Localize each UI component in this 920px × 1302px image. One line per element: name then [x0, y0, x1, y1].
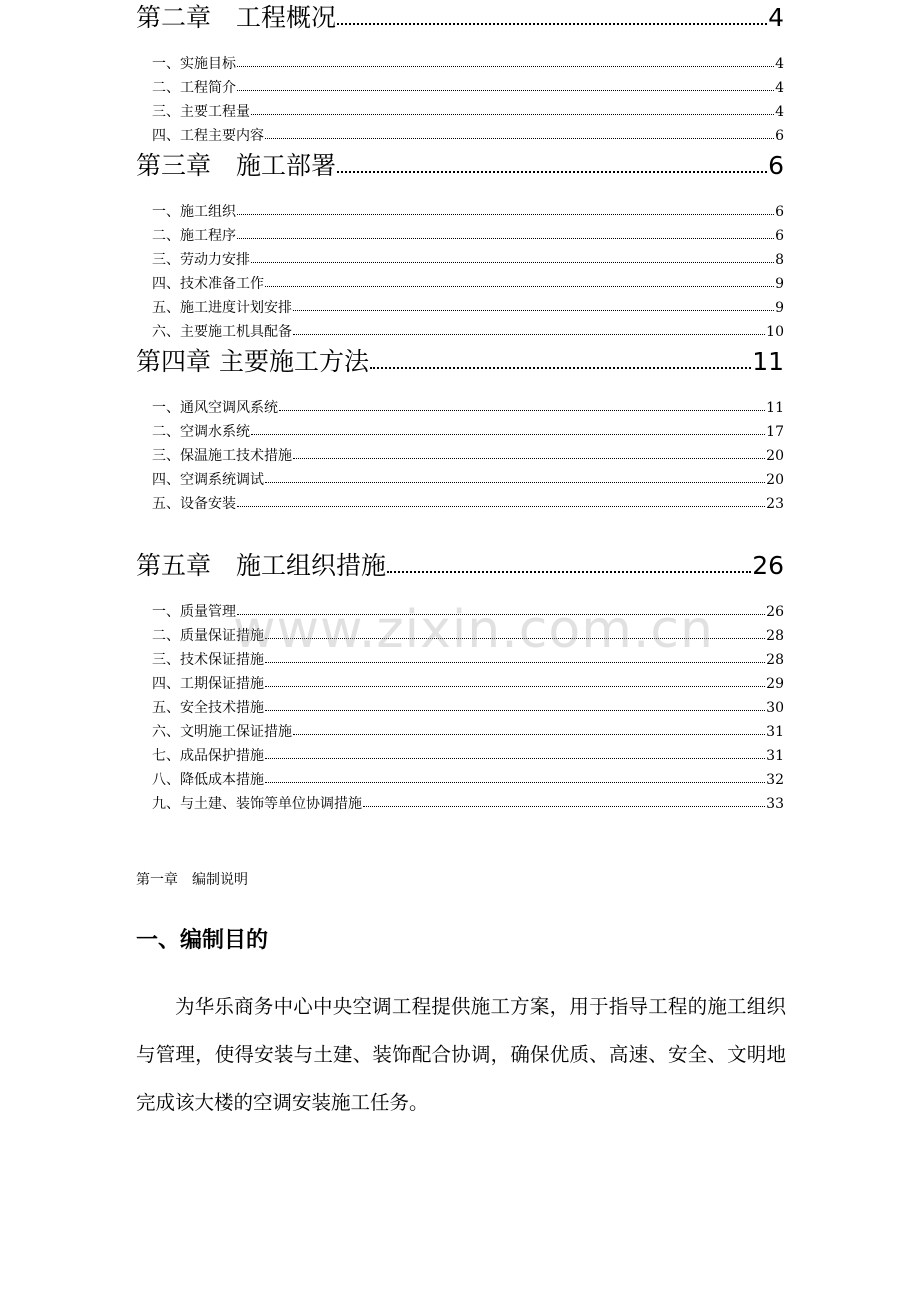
- toc-entry-label: 一、质量管理: [152, 604, 236, 620]
- toc-dot-leader: [265, 777, 765, 783]
- toc-dot-leader: [265, 681, 765, 687]
- toc-entry-page: 6: [775, 128, 784, 144]
- toc-dot-leader: [251, 429, 765, 435]
- toc-dot-leader: [237, 609, 765, 615]
- toc-entry[interactable]: [136, 744, 784, 768]
- toc-entry-label: 四、工程主要内容: [152, 128, 264, 144]
- toc-entry[interactable]: [136, 124, 784, 148]
- toc-entry[interactable]: [136, 52, 784, 76]
- toc-dot-leader: [370, 358, 751, 369]
- toc-entry-label: 五、施工进度计划安排: [152, 300, 292, 316]
- toc-entry-page: 8: [775, 252, 784, 268]
- toc-entry-page: 11: [766, 400, 784, 416]
- toc-entry-label: 五、设备安装: [152, 496, 236, 512]
- toc-dot-leader: [293, 305, 774, 311]
- toc-entry[interactable]: [136, 296, 784, 320]
- toc-entry-page: 26: [766, 604, 784, 620]
- toc-entry[interactable]: [136, 792, 784, 816]
- toc-dot-leader: [387, 562, 751, 573]
- toc-page-number: 26: [752, 551, 784, 580]
- toc-entry-page: 32: [766, 772, 784, 788]
- toc-dot-leader: [279, 405, 765, 411]
- toc-entry-page: 20: [766, 448, 784, 464]
- toc-entry[interactable]: [136, 100, 784, 124]
- toc-entry-page: 33: [766, 796, 784, 812]
- toc-dot-leader: [337, 14, 767, 25]
- toc-entry-label: 二、施工程序: [152, 228, 236, 244]
- toc-entry-label: 九、与土建、装饰等单位协调措施: [152, 796, 362, 812]
- toc-entry-page: 6: [775, 204, 784, 220]
- toc-entry-page: 9: [775, 300, 784, 316]
- toc-entry-page: 4: [775, 80, 784, 96]
- toc-entry[interactable]: [136, 76, 784, 100]
- toc-entry-label: 六、主要施工机具配备: [152, 324, 292, 340]
- toc-entry[interactable]: [136, 768, 784, 792]
- toc-entry[interactable]: [136, 272, 784, 296]
- toc-dot-leader: [237, 85, 774, 91]
- toc-dot-leader: [251, 257, 774, 263]
- toc-entry[interactable]: [136, 320, 784, 344]
- toc-entry-label: 三、保温施工技术措施: [152, 448, 292, 464]
- toc-dot-leader: [265, 657, 765, 663]
- toc-entry[interactable]: [136, 648, 784, 672]
- toc-entry[interactable]: [136, 200, 784, 224]
- toc-dot-leader: [293, 453, 765, 459]
- toc-entry[interactable]: [136, 696, 784, 720]
- toc-dot-leader: [237, 209, 774, 215]
- toc-entry-page: 9: [775, 276, 784, 292]
- watermark: www.zixin.com.cn: [233, 600, 714, 660]
- toc-chapter-title: 第二章 工程概况: [136, 3, 337, 32]
- toc-chapter-4[interactable]: [136, 344, 784, 380]
- toc-entry[interactable]: [136, 224, 784, 248]
- toc-dot-leader: [265, 281, 774, 287]
- toc-entry[interactable]: [136, 468, 784, 492]
- toc-entry[interactable]: [136, 444, 784, 468]
- toc-entry[interactable]: [136, 672, 784, 696]
- toc-entry-page: 31: [766, 724, 784, 740]
- toc-entry-label: 二、空调水系统: [152, 424, 250, 440]
- toc-entry-label: 四、工期保证措施: [152, 676, 264, 692]
- toc-entry[interactable]: [136, 624, 784, 648]
- toc-page-number: 4: [768, 3, 784, 32]
- toc-chapter-title: 第五章 施工组织措施: [136, 551, 387, 580]
- toc-entry-label: 三、主要工程量: [152, 104, 250, 120]
- toc-entry-label: 五、安全技术措施: [152, 700, 264, 716]
- toc-dot-leader: [293, 729, 765, 735]
- toc-entry-page: 4: [775, 56, 784, 72]
- toc-entry-page: 17: [766, 424, 784, 440]
- toc-entry-label: 一、通风空调风系统: [152, 400, 278, 416]
- toc-chapter-2[interactable]: [136, 0, 784, 36]
- toc-entry-page: 28: [766, 628, 784, 644]
- toc-dot-leader: [251, 109, 774, 115]
- table-of-contents: [136, 0, 784, 816]
- toc-dot-leader: [265, 705, 765, 711]
- toc-entry-label: 三、劳动力安排: [152, 252, 250, 268]
- toc-entry-label: 四、空调系统调试: [152, 472, 264, 488]
- toc-entry-page: 10: [766, 324, 784, 340]
- toc-entry-page: 23: [766, 496, 784, 512]
- toc-entry-label: 三、技术保证措施: [152, 652, 264, 668]
- toc-page-number: 6: [768, 151, 784, 180]
- toc-page-number: 11: [752, 347, 784, 376]
- toc-entry-label: 二、质量保证措施: [152, 628, 264, 644]
- section-heading: 一、编制目的: [136, 928, 269, 953]
- toc-dot-leader: [237, 501, 765, 507]
- chapter-1-label: 第一章 编制说明: [136, 872, 248, 888]
- toc-entry-label: 四、技术准备工作: [152, 276, 264, 292]
- toc-entry-page: 6: [775, 228, 784, 244]
- toc-entry[interactable]: [136, 420, 784, 444]
- toc-entry-label: 一、实施目标: [152, 56, 236, 72]
- toc-chapter-title: 第三章 施工部署: [136, 151, 337, 180]
- toc-dot-leader: [293, 329, 765, 335]
- toc-entry[interactable]: [136, 492, 784, 516]
- toc-dot-leader: [337, 162, 767, 173]
- toc-entry-label: 八、降低成本措施: [152, 772, 264, 788]
- toc-entry[interactable]: [136, 720, 784, 744]
- toc-chapter-title: 第四章 主要施工方法: [136, 347, 369, 376]
- toc-chapter-5[interactable]: [136, 548, 784, 584]
- toc-entry[interactable]: [136, 248, 784, 272]
- toc-entry-label: 二、工程简介: [152, 80, 236, 96]
- toc-chapter-3[interactable]: [136, 148, 784, 184]
- toc-dot-leader: [237, 233, 774, 239]
- body-paragraph: 为华乐商务中心中央空调工程提供施工方案，用于指导工程的施工组织与管理，使得安装与土建、装饰配合协调，确保优质、高速、安全、文明地完成该大楼的空调安装施工任务。: [136, 995, 786, 1114]
- toc-entry-page: 29: [766, 676, 784, 692]
- toc-entry-page: 28: [766, 652, 784, 668]
- toc-entry-label: 六、文明施工保证措施: [152, 724, 292, 740]
- toc-entry-page: 4: [775, 104, 784, 120]
- toc-entry-page: 20: [766, 472, 784, 488]
- toc-entry[interactable]: [136, 600, 784, 624]
- toc-entry-label: 七、成品保护措施: [152, 748, 264, 764]
- toc-entry-page: 31: [766, 748, 784, 764]
- toc-entry-label: 一、施工组织: [152, 204, 236, 220]
- toc-dot-leader: [265, 477, 765, 483]
- toc-dot-leader: [237, 61, 774, 67]
- toc-entry[interactable]: [136, 396, 784, 420]
- toc-dot-leader: [265, 133, 774, 139]
- toc-dot-leader: [265, 753, 765, 759]
- toc-dot-leader: [363, 801, 765, 807]
- toc-entry-page: 30: [766, 700, 784, 716]
- toc-dot-leader: [265, 633, 765, 639]
